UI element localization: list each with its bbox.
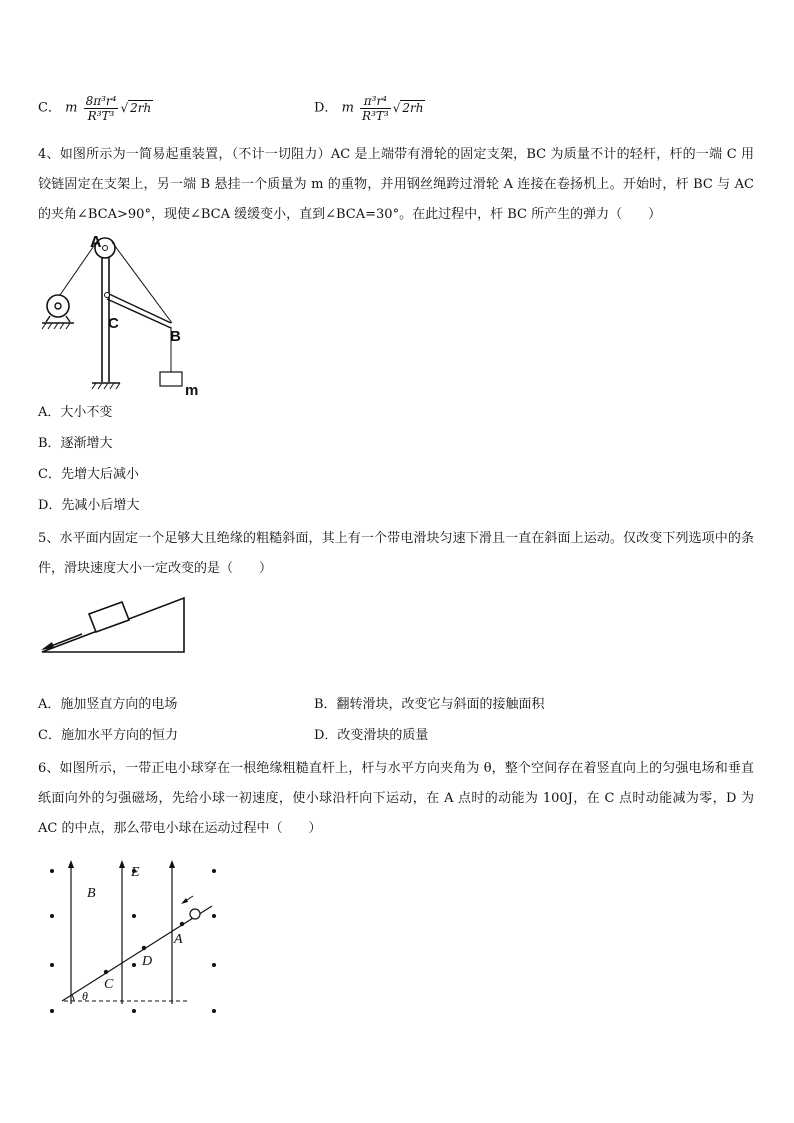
q6-label-b: B bbox=[87, 886, 96, 901]
q3-c-fraction: $\frac{\text{8π³r⁴}}{\text{R³T³}}$ bbox=[85, 93, 117, 123]
q5-option-d: D．改变滑块的质量 bbox=[314, 728, 429, 743]
q5-incline-figure bbox=[38, 592, 192, 656]
q5-option-a: A．施加竖直方向的电场 bbox=[38, 697, 178, 712]
q4-option-a: A．大小不变 bbox=[38, 405, 113, 420]
q5-option-b: B．翻转滑块，改变它与斜面的接触面积 bbox=[314, 697, 545, 712]
q3-c-sqrt: √ 2rh bbox=[120, 101, 152, 115]
q4-label-c: C bbox=[108, 315, 119, 332]
q5-stem: 5、水平面内固定一个足够大且绝缘的粗糙斜面，其上有一个带电滑块匀速下滑且一直在斜面上运动。仅改变下列选项中的条件，滑块速度大小一定改变的是（ ） bbox=[38, 531, 754, 576]
q5-option-c: C．施加水平方向的恒力 bbox=[38, 728, 178, 743]
q6-label-theta: θ bbox=[82, 989, 88, 1003]
q4-label-a: A bbox=[90, 234, 102, 251]
q4-label-m: m bbox=[185, 382, 199, 399]
q4-option-b: B．逐渐增大 bbox=[38, 436, 113, 451]
q6-label-a: A bbox=[174, 932, 183, 947]
q4-stem: 4、如图所示为一简易起重装置，（不计一切阻力）AC 是上端带有滑轮的固定支架，BC 为质量不计的轻杆，杆的一端 C 用铰链固定在支架上，另一端 B 悬挂一个质量为 m 的重物，并用钢丝绳跨过滑轮 A 连接在卷扬机上。开始时，杆 BC 与 AC 的夹角∠BCA>90°，现使∠BCA 缓缓变小，直到∠BCA=30°。在此过程中，杆 BC 所产生的弹力（ ） bbox=[38, 147, 754, 222]
q4-crane-figure bbox=[38, 232, 208, 402]
q6-label-e: E bbox=[131, 865, 140, 880]
q4-option-c: C．先增大后减小 bbox=[38, 467, 139, 482]
q6-stem: 6、如图所示，一带正电小球穿在一根绝缘粗糙直杆上，杆与水平方向夹角为 θ，整个空间存在着竖直向上的匀强电场和垂直纸面向外的匀强磁场，先给小球一初速度，使小球沿杆向下运动，在 A 点时的动能为 100J，在 C 点时动能减为零，D 为 AC 的中点，那么带电小球在运动过程中（ ） bbox=[38, 761, 754, 836]
q3-option-d: D． m $\frac{\text{π³r⁴}}{\text{R³T³}}$ √ 2rh bbox=[314, 90, 425, 126]
q4-option-d: D．先减小后增大 bbox=[38, 498, 140, 513]
q6-field-figure bbox=[40, 856, 230, 1022]
q6-label-d: D bbox=[142, 954, 153, 969]
q3-d-fraction: $\frac{\text{π³r⁴}}{\text{R³T³}}$ bbox=[362, 93, 389, 123]
q3-option-c: C． m $\frac{\text{8π³r⁴}}{\text{R³T³}}$ √ 2rh bbox=[38, 90, 153, 126]
q3-d-sqrt: √ 2rh bbox=[392, 101, 424, 115]
q6-label-c: C bbox=[104, 977, 114, 992]
q4-label-b: B bbox=[170, 328, 181, 345]
